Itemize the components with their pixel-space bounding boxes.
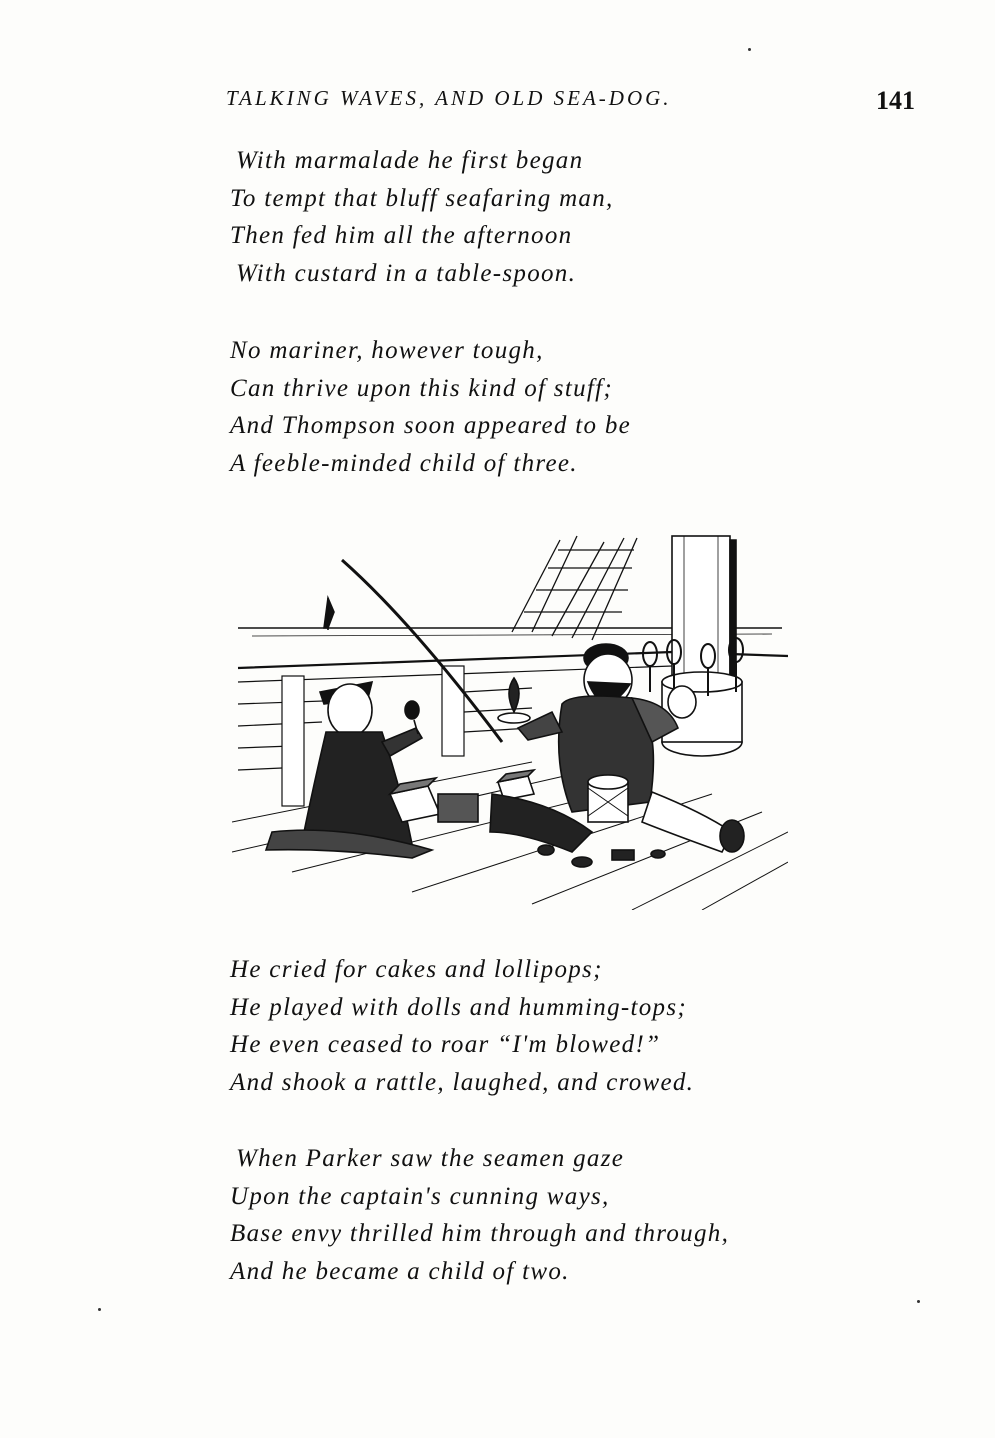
verse-line: Then fed him all the afternoon <box>230 222 573 250</box>
verse-line: And Thompson soon appeared to be <box>230 412 632 440</box>
paper-speck <box>748 48 751 51</box>
stanza-1 <box>230 142 614 293</box>
verse-line: He played with dolls and humming-tops; <box>230 993 688 1021</box>
distant-sailboat <box>324 598 334 630</box>
scattered-toys <box>538 845 665 867</box>
verse-line: Can thrive upon this kind of stuff; <box>230 374 613 402</box>
stanza-4 <box>230 1140 729 1291</box>
paper-speck <box>98 1308 101 1311</box>
verse-line: A feeble-minded child of three. <box>230 450 578 478</box>
verse-line: And he became a child of two. <box>230 1258 570 1286</box>
page-number: 141 <box>876 86 915 115</box>
stanza-3 <box>230 951 694 1102</box>
verse-line: When Parker saw the seamen gaze <box>236 1145 625 1172</box>
verse-line: And shook a rattle, laughed, and crowed. <box>230 1069 695 1097</box>
verse-line: He cried for cakes and lollipops; <box>230 956 603 983</box>
verse-line: With marmalade he first began <box>236 147 584 174</box>
paper-speck <box>917 1300 920 1303</box>
rigging-ropes <box>512 536 637 640</box>
ship-deck-illustration <box>232 532 788 910</box>
stanza-2 <box>230 332 631 483</box>
running-title: TALKING WAVES, AND OLD SEA-DOG. <box>226 86 672 110</box>
verse-line: He even ceased to roar “I'm blowed!” <box>230 1031 661 1059</box>
verse-line: No mariner, however tough, <box>230 337 544 364</box>
verse-line: Base envy thrilled him through and through, <box>230 1220 730 1248</box>
verse-line: With custard in a table-spoon. <box>236 260 577 288</box>
toy-drum <box>588 775 628 822</box>
verse-line: Upon the captain's cunning ways, <box>230 1182 610 1210</box>
verse-line: To tempt that bluff seafaring man, <box>230 184 614 212</box>
